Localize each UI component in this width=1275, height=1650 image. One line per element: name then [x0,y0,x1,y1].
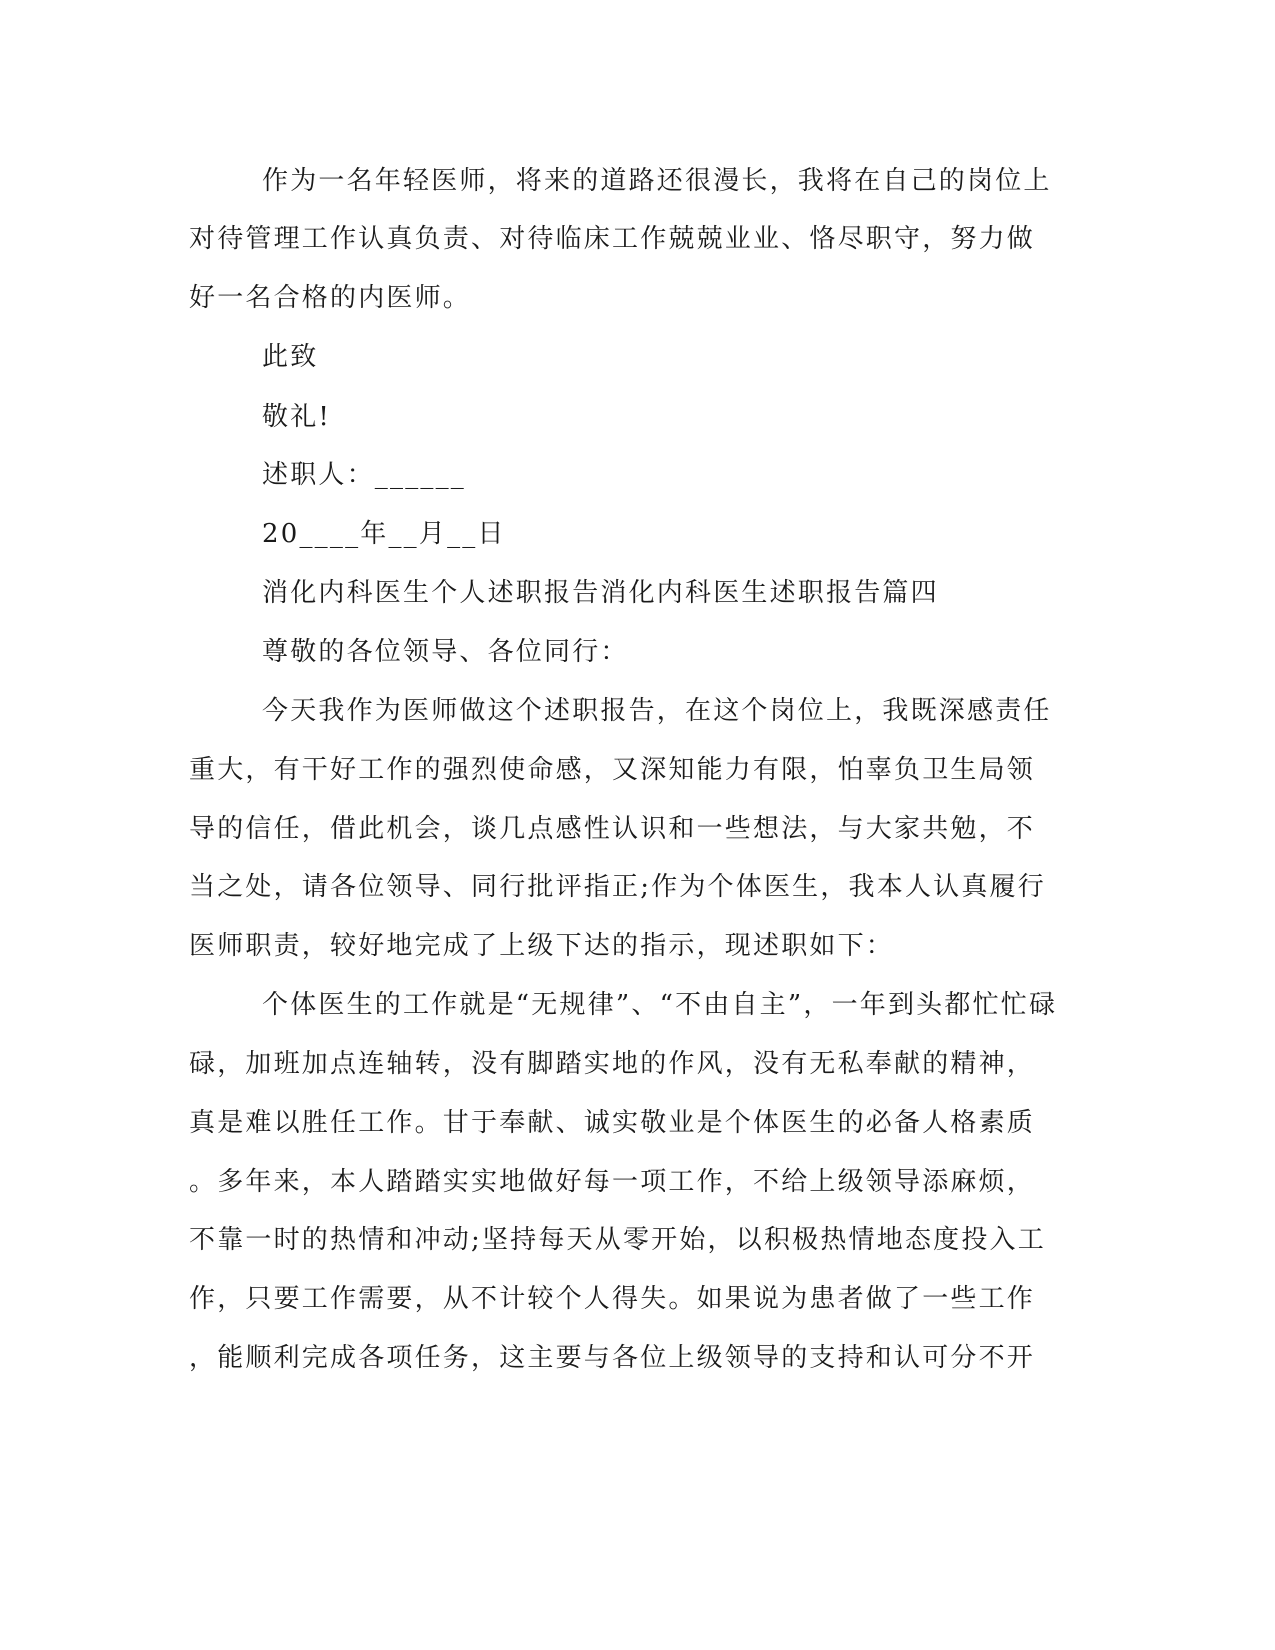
paragraph-line: ，能顺利完成各项任务，这主要与各位上级领导的支持和认可分不开 [189,1343,1036,1373]
paragraph-line: 不靠一时的热情和冲动;坚持每天从零开始，以积极热情地态度投入工 [189,1225,1046,1255]
closing-line: 敬礼! [262,402,332,432]
signature-line: 述职人：______ [262,460,467,490]
closing-line: 此致 [262,342,319,372]
paragraph-line: 今天我作为医师做这个述职报告，在这个岗位上，我既深感责任 [262,696,1052,726]
paragraph-line: 导的信任，借此机会，谈几点感性认识和一些想法，与大家共勉，不 [189,814,1036,844]
paragraph-line: 真是难以胜任工作。甘于奉献、诚实敬业是个体医生的必备人格素质 [189,1108,1036,1138]
paragraph-line: 当之处，请各位领导、同行批评指正;作为个体医生，我本人认真履行 [189,872,1046,902]
date-line: 20____年__月__日 [262,519,506,549]
paragraph-line: 作为一名年轻医师，将来的道路还很漫长，我将在自己的岗位上 [262,166,1052,196]
paragraph-line: 作，只要工作需要，从不计较个人得失。如果说为患者做了一些工作 [189,1284,1036,1314]
salutation-line: 尊敬的各位领导、各位同行： [262,637,629,667]
section-title: 消化内科医生个人述职报告消化内科医生述职报告篇四 [262,578,939,608]
paragraph-line: 医师职责，较好地完成了上级下达的指示，现述职如下： [189,931,895,961]
paragraph-line: 。多年来，本人踏踏实实地做好每一项工作，不给上级领导添麻烦， [189,1167,1036,1197]
paragraph-line: 重大，有干好工作的强烈使命感，又深知能力有限，怕辜负卫生局领 [189,755,1036,785]
paragraph-line: 好一名合格的内医师。 [189,283,472,313]
paragraph-line: 对待管理工作认真负责、对待临床工作兢兢业业、恪尽职守，努力做 [189,224,1036,254]
paragraph-line: 个体医生的工作就是“无规律”、“不由自主”，一年到头都忙忙碌 [262,990,1058,1020]
paragraph-line: 碌，加班加点连轴转，没有脚踏实地的作风，没有无私奉献的精神， [189,1049,1036,1079]
